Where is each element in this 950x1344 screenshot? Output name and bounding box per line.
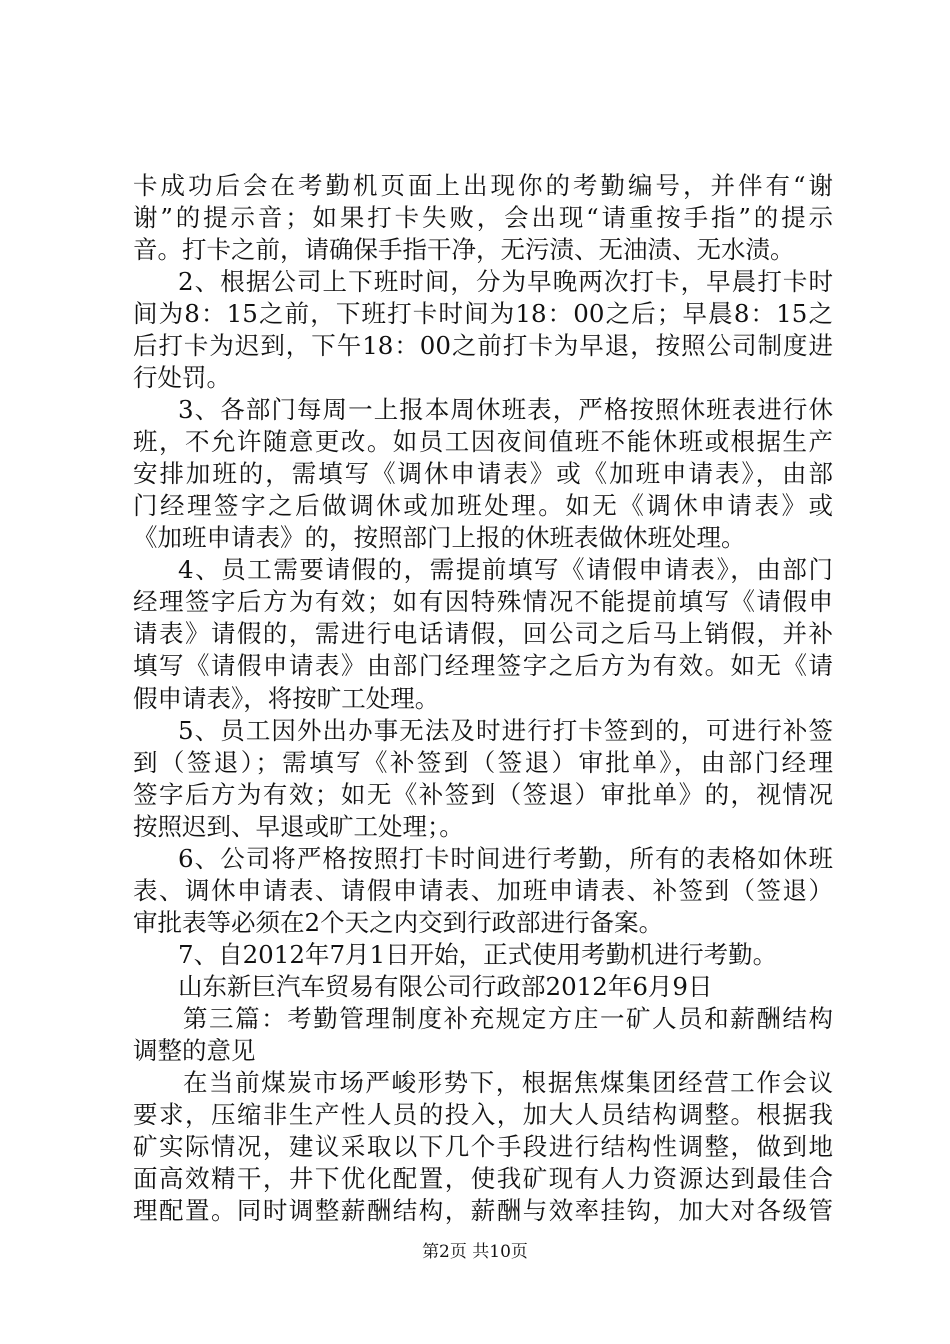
- text-line: 到（签退）；需填写《补签到（签退）审批单》，由部门经理: [133, 747, 833, 777]
- text-line: 经理签字后方为有效；如有因特殊情况不能提前填写《请假申: [133, 587, 833, 617]
- text-line: 谢”的提示音；如果打卡失败，会出现“请重按手指”的提示: [133, 203, 833, 233]
- text-line: 4、员工需要请假的，需提前填写《请假申请表》，由部门: [178, 555, 833, 585]
- text-line: 间为8：15之前，下班打卡时间为18：00之后；早晨8：15之: [133, 299, 833, 329]
- text-line: 签字后方为有效；如无《补签到（签退）审批单》的，视情况: [133, 779, 833, 809]
- section-heading: 调整的意见: [133, 1035, 256, 1065]
- text-line: 行处罚。: [133, 363, 231, 393]
- text-line: 理配置。同时调整薪酬结构，薪酬与效率挂钩，加大对各级管: [133, 1196, 833, 1225]
- text-line: 3、各部门每周一上报本周休班表，严格按照休班表进行休: [178, 395, 833, 425]
- page-number-footer: 第2页 共10页: [422, 1242, 528, 1262]
- text-line: 面高效精干，井下优化配置，使我矿现有人力资源达到最佳合: [133, 1163, 833, 1193]
- text-line: 5、员工因外出办事无法及时进行打卡签到的，可进行补签: [178, 715, 833, 745]
- text-line: 表、调休申请表、请假申请表、加班申请表、补签到（签退）: [133, 875, 833, 905]
- text-line: 填写《请假申请表》由部门经理签字之后方为有效。如无《请: [133, 651, 833, 681]
- section-heading: 第三篇：考勤管理制度补充规定方庄一矿人员和薪酬结构: [183, 1003, 833, 1033]
- text-line: 班，不允许随意更改。如员工因夜间值班不能休班或根据生产: [133, 427, 833, 457]
- text-line: 请表》请假的，需进行电话请假，回公司之后马上销假，并补: [133, 619, 833, 649]
- text-line: 审批表等必须在2个天之内交到行政部进行备案。: [133, 907, 664, 937]
- text-line: 2、根据公司上下班时间，分为早晚两次打卡，早晨打卡时: [178, 267, 833, 297]
- text-line: 矿实际情况，建议采取以下几个手段进行结构性调整，做到地: [133, 1131, 833, 1161]
- text-line: 7、自2012年7月1日开始，正式使用考勤机进行考勤。: [178, 939, 778, 969]
- text-line: 安排加班的，需填写《调休申请表》或《加班申请表》，由部: [133, 459, 833, 489]
- text-line: 音。打卡之前，请确保手指干净，无污渍、无油渍、无水渍。: [133, 235, 795, 265]
- text-line: 在当前煤炭市场严峻形势下，根据焦煤集团经营工作会议: [183, 1067, 833, 1097]
- text-line: 卡成功后会在考勤机页面上出现你的考勤编号，并伴有“谢: [133, 171, 833, 200]
- text-line: 门经理签字之后做调休或加班处理。如无《调休申请表》或: [133, 491, 833, 521]
- text-line: 按照迟到、早退或旷工处理；。: [133, 811, 464, 841]
- signature-line: 山东新巨汽车贸易有限公司行政部2012年6月9日: [178, 971, 713, 1001]
- text-line: 《加班申请表》的，按照部门上报的休班表做休班处理。: [133, 523, 746, 553]
- text-line: 要求，压缩非生产性人员的投入，加大人员结构调整。根据我: [133, 1099, 833, 1129]
- text-line: 6、公司将严格按照打卡时间进行考勤，所有的表格如休班: [178, 843, 833, 873]
- text-line: 后打卡为迟到，下午18：00之前打卡为早退，按照公司制度进: [133, 331, 833, 361]
- text-line: 假申请表》，将按旷工处理。: [133, 683, 440, 713]
